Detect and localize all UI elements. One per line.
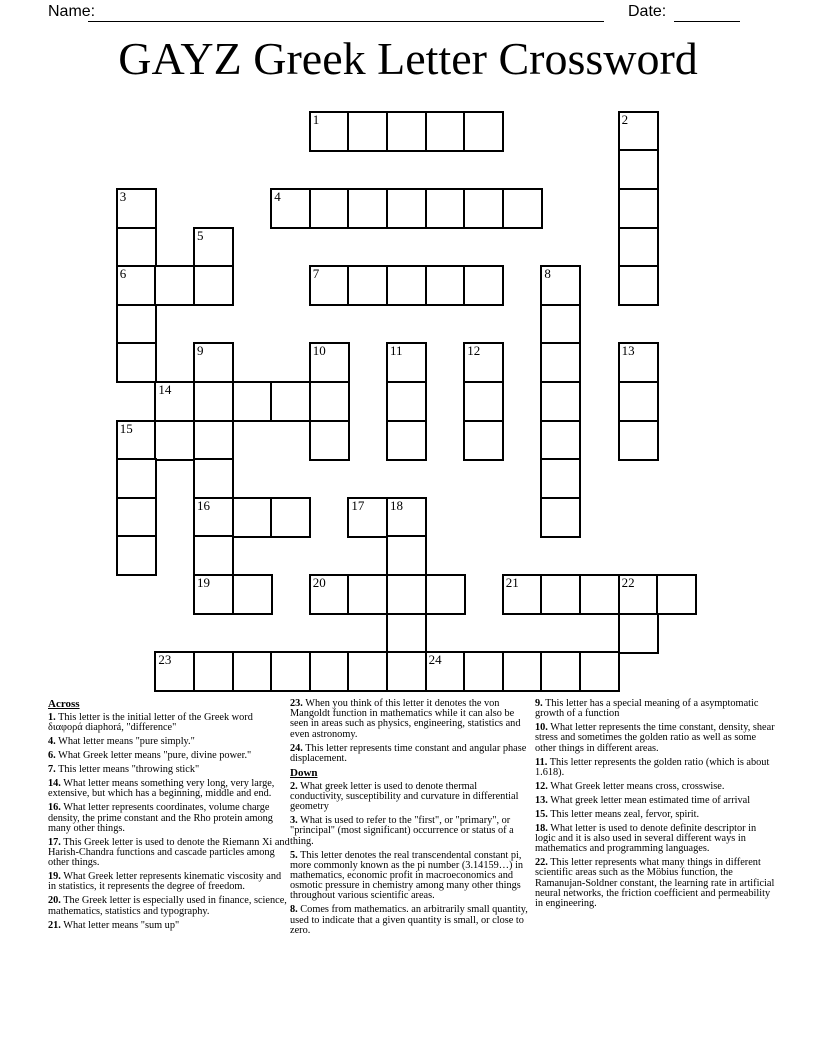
clue-column-3 — [535, 699, 777, 913]
grid-cell-r10-c4[interactable] — [270, 497, 311, 538]
grid-cell-r4-c6[interactable] — [347, 265, 388, 306]
page-title: GAYZ Greek Letter Crossword — [118, 33, 698, 84]
clue-number: 18. — [535, 822, 548, 834]
grid-cell-r8-c0[interactable] — [116, 420, 157, 461]
grid-cell-r14-c11[interactable] — [540, 651, 581, 692]
grid-cell-r4-c13[interactable] — [618, 265, 659, 306]
cell-number: 14 — [158, 382, 172, 397]
clue-2: 2. What greek letter is used to denote thermal conductivity, susceptibility and curvature in differential geometry — [290, 780, 519, 813]
clue-19: 19. What Greek letter represents kinematic viscosity and in statistics, it represents the degree of freedom. — [48, 871, 282, 893]
clues-heading-across: Across — [48, 698, 80, 710]
clue-number: 3. — [290, 815, 298, 827]
date-label: Date: — [628, 3, 667, 20]
grid-cell-r10-c2[interactable] — [193, 497, 234, 538]
grid-cell-r9-c2[interactable] — [193, 458, 234, 499]
grid-cell-r7-c2[interactable] — [193, 381, 234, 422]
grid-cell-r5-c0[interactable] — [116, 304, 157, 345]
grid-cell-r8-c9[interactable] — [463, 420, 504, 461]
grid-cell-r7-c9[interactable] — [463, 381, 504, 422]
cell-number: 16 — [197, 497, 210, 513]
grid-cell-r12-c2[interactable] — [193, 574, 234, 615]
grid-cell-r2-c7[interactable] — [386, 188, 427, 229]
cell-number: 9 — [197, 343, 204, 359]
grid-cell-r0-c7[interactable] — [386, 111, 427, 152]
grid-cell-r1-c13[interactable] — [618, 149, 659, 190]
clue-column-1 — [48, 699, 290, 935]
cell-number: 20 — [312, 575, 326, 590]
grid-cell-r8-c13[interactable] — [618, 420, 659, 461]
grid-cell-r6-c0[interactable] — [116, 342, 157, 383]
clue-11: 11. This letter represents the golden ratio (which is about 1.618). — [535, 756, 770, 778]
grid-cell-r7-c13[interactable] — [618, 381, 659, 422]
clue-number: 1. — [48, 712, 56, 723]
grid-cell-r12-c3[interactable] — [232, 574, 273, 615]
clue-7: 7. This letter means "throwing stick" — [48, 764, 200, 776]
clue-6: 6. What Greek letter means "pure, divine power." — [48, 750, 252, 762]
cell-number: 10 — [312, 343, 326, 359]
clue-number: 23. — [290, 698, 303, 709]
grid-cell-r14-c8[interactable] — [425, 651, 466, 692]
grid-cell-r8-c5[interactable] — [309, 420, 350, 461]
grid-cell-r12-c11[interactable] — [540, 574, 581, 615]
clue-24: 24. This letter represents time constant and angular phase displacement. — [290, 742, 527, 764]
cell-number: 2 — [621, 111, 629, 127]
grid-cell-r4-c5[interactable] — [309, 265, 350, 306]
clue-17: 17. This Greek letter is used to denote the Riemann Xi and Harish-Chandra functions and cascade particles among other things. — [48, 836, 290, 869]
cell-number: 21 — [505, 575, 519, 590]
clue-16: 16. What letter represents coordinates, volume charge density, the prime constant and the Rho protein among many other things. — [48, 802, 273, 834]
grid-cell-r7-c5[interactable] — [309, 381, 350, 422]
cell-number: 7 — [312, 266, 320, 282]
clue-20: 20. The Greek letter is especially used in finance, science, mathematics, statistics and typography. — [48, 895, 287, 917]
grid-cell-r14-c10[interactable] — [502, 651, 543, 692]
cell-number: 23 — [158, 652, 172, 668]
grid-cell-r13-c7[interactable] — [386, 613, 427, 654]
grid-cell-r8-c11[interactable] — [540, 420, 581, 461]
grid-cell-r12-c13[interactable] — [618, 574, 659, 615]
grid-cell-r11-c2[interactable] — [193, 535, 234, 576]
clue-number: 5. — [290, 849, 298, 861]
clue-number: 24. — [290, 742, 303, 754]
grid-cell-r2-c8[interactable] — [425, 188, 466, 229]
grid-cell-r6-c11[interactable] — [540, 342, 581, 383]
clue-number: 15. — [535, 808, 548, 820]
grid-cell-r14-c6[interactable] — [347, 651, 388, 692]
grid-cell-r7-c7[interactable] — [386, 381, 427, 422]
grid-cell-r6-c2[interactable] — [193, 342, 234, 383]
cell-number: 15 — [119, 420, 133, 436]
grid-cell-r4-c11[interactable] — [540, 265, 581, 306]
clue-number: 9. — [535, 698, 543, 709]
cell-number: 6 — [119, 266, 127, 282]
clue-number: 7. — [48, 764, 56, 776]
grid-cell-r8-c2[interactable] — [193, 420, 234, 461]
grid-cell-r12-c7[interactable] — [386, 574, 427, 615]
cell-number: 1 — [312, 111, 320, 127]
grid-cell-r3-c13[interactable] — [618, 227, 659, 268]
grid-cell-r0-c13[interactable] — [618, 111, 659, 152]
clue-8: 8. Comes from mathematics. an arbitrarily small quantity, used to indicate that a given quantity is small, or close to zero. — [290, 904, 528, 936]
grid-cell-r2-c13[interactable] — [618, 188, 659, 229]
grid-cell-r14-c3[interactable] — [232, 651, 273, 692]
clue-number: 8. — [290, 904, 298, 916]
grid-cell-r14-c2[interactable] — [193, 651, 234, 692]
grid-cell-r4-c7[interactable] — [386, 265, 427, 306]
clue-10: 10. What letter represents the time constant, density, shear stress and sometimes the golden ratio as well as some other things in different areas. — [535, 722, 775, 754]
grid-cell-r10-c7[interactable] — [386, 497, 427, 538]
clue-column-2 — [290, 699, 532, 940]
grid-cell-r14-c1[interactable] — [154, 651, 195, 692]
grid-cell-r0-c5[interactable] — [309, 111, 350, 152]
cell-number: 22 — [621, 575, 635, 590]
grid-cell-r2-c6[interactable] — [347, 188, 388, 229]
grid-cell-r9-c0[interactable] — [116, 458, 157, 499]
clue-12: 12. What Greek letter means cross, crosswise. — [535, 780, 725, 792]
clue-number: 22. — [535, 857, 548, 869]
clue-9: 9. This letter has a special meaning of a asymptomatic growth of a function — [535, 698, 759, 720]
cell-number: 19 — [197, 575, 210, 590]
grid-cell-r12-c12[interactable] — [579, 574, 620, 615]
clue-21: 21. What letter means "sum up" — [48, 919, 180, 931]
clue-number: 4. — [48, 736, 56, 748]
clue-number: 13. — [535, 794, 548, 806]
grid-cell-r7-c3[interactable] — [232, 381, 273, 422]
clue-number: 11. — [535, 756, 548, 768]
grid-cell-r2-c5[interactable] — [309, 188, 350, 229]
clue-3: 3. What is used to refer to the "first", or "primary", or "principal" (most significant) occurrence or status of a thing. — [290, 815, 514, 847]
clue-23: 23. When you think of this letter it denotes the von Mangoldt function in mathematics while it can also be seen in areas such as physics, engineering, statistics and even astronomy. — [290, 698, 521, 740]
grid-cell-r10-c11[interactable] — [540, 497, 581, 538]
clue-18: 18. What letter is used to denote definite descriptor in logic and it is also used in several different ways in mathematics and programming languages. — [535, 822, 757, 855]
grid-cell-r2-c10[interactable] — [502, 188, 543, 229]
grid-cell-r4-c9[interactable] — [463, 265, 504, 306]
cell-number: 4 — [274, 189, 281, 204]
grid-cell-r8-c1[interactable] — [154, 420, 195, 461]
grid-cell-r14-c7[interactable] — [386, 651, 427, 692]
clue-number: 21. — [48, 919, 61, 931]
cell-number: 3 — [119, 189, 127, 204]
grid-cell-r4-c8[interactable] — [425, 265, 466, 306]
grid-cell-r14-c12[interactable] — [579, 651, 620, 692]
grid-cell-r12-c10[interactable] — [502, 574, 543, 615]
grid-cell-r6-c13[interactable] — [618, 342, 659, 383]
clue-number: 6. — [48, 750, 56, 762]
grid-cell-r12-c6[interactable] — [347, 574, 388, 615]
grid-cell-r7-c4[interactable] — [270, 381, 311, 422]
clue-number: 17. — [48, 836, 61, 848]
grid-cell-r11-c7[interactable] — [386, 535, 427, 576]
clue-22: 22. This letter represents what many things in different scientific areas such as the Möbius function, the Ramanujan-Soldner constant, the learning rate in artificial neural networks, the friction coefficient and permeability in engineering. — [535, 857, 775, 910]
cell-number: 24 — [428, 652, 442, 668]
grid-cell-r9-c11[interactable] — [540, 458, 581, 499]
grid-cell-r12-c8[interactable] — [425, 574, 466, 615]
grid-cell-r4-c1[interactable] — [154, 265, 195, 306]
grid-cell-r0-c8[interactable] — [425, 111, 466, 152]
grid-cell-r10-c0[interactable] — [116, 497, 157, 538]
grid-cell-r3-c2[interactable] — [193, 227, 234, 268]
clues-heading-down: Down — [290, 766, 318, 779]
cell-number: 12 — [467, 343, 481, 359]
cell-number: 8 — [544, 266, 551, 282]
grid-cell-r8-c7[interactable] — [386, 420, 427, 461]
clue-number: 2. — [290, 780, 298, 792]
grid-cell-r4-c2[interactable] — [193, 265, 234, 306]
cell-number: 11 — [390, 343, 403, 359]
grid-cell-r0-c6[interactable] — [347, 111, 388, 152]
clue-14: 14. What letter means something very long, very large, extensive, but which has a beginning, middle and end. — [48, 778, 275, 800]
grid-cell-r13-c13[interactable] — [618, 613, 659, 654]
clue-number: 16. — [48, 802, 61, 814]
grid-cell-r4-c0[interactable] — [116, 265, 157, 306]
grid-cell-r0-c9[interactable] — [463, 111, 504, 152]
clue-4: 4. What letter means "pure simply." — [48, 736, 195, 748]
grid-cell-r2-c4[interactable] — [270, 188, 311, 229]
clue-number: 14. — [48, 778, 61, 790]
grid-cell-r11-c0[interactable] — [116, 535, 157, 576]
clue-13: 13. What greek letter mean estimated time of arrival — [535, 794, 751, 806]
grid-cell-r2-c0[interactable] — [116, 188, 157, 229]
cell-number: 13 — [621, 343, 635, 359]
grid-cell-r14-c9[interactable] — [463, 651, 504, 692]
grid-cell-r6-c7[interactable] — [386, 342, 427, 383]
name-label: Name: — [48, 3, 96, 20]
cell-number: 17 — [351, 497, 365, 513]
clue-number: 20. — [48, 895, 61, 907]
grid-cell-r10-c3[interactable] — [232, 497, 273, 538]
clue-number: 10. — [535, 722, 548, 734]
cell-number: 5 — [197, 227, 204, 243]
cell-number: 18 — [390, 497, 403, 513]
clue-number: 19. — [48, 871, 61, 883]
grid-cell-r14-c4[interactable] — [270, 651, 311, 692]
clue-5: 5. This letter denotes the real transcendental constant pi, more commonly known as the pi number (3.14159…) in mathematics, economic profit in macroeconomics and osmotic pressure in chemistry among many other things throughout various scientific areas. — [290, 849, 524, 902]
grid-cell-r7-c11[interactable] — [540, 381, 581, 422]
grid-cell-r3-c0[interactable] — [116, 227, 157, 268]
grid-cell-r10-c6[interactable] — [347, 497, 388, 538]
grid-cell-r5-c11[interactable] — [540, 304, 581, 345]
grid-cell-r12-c5[interactable] — [309, 574, 350, 615]
grid-cell-r12-c14[interactable] — [656, 574, 697, 615]
clue-number: 12. — [535, 780, 548, 792]
grid-cell-r14-c5[interactable] — [309, 651, 350, 692]
grid-cell-r6-c9[interactable] — [463, 342, 504, 383]
clue-1: 1. This letter is the initial letter of the Greek word διαφορά diaphorá, "difference" — [48, 712, 253, 734]
grid-cell-r2-c9[interactable] — [463, 188, 504, 229]
grid-cell-r7-c1[interactable] — [154, 381, 195, 422]
clue-15: 15. This letter means zeal, fervor, spirit. — [535, 808, 700, 820]
grid-cell-r6-c5[interactable] — [309, 342, 350, 383]
